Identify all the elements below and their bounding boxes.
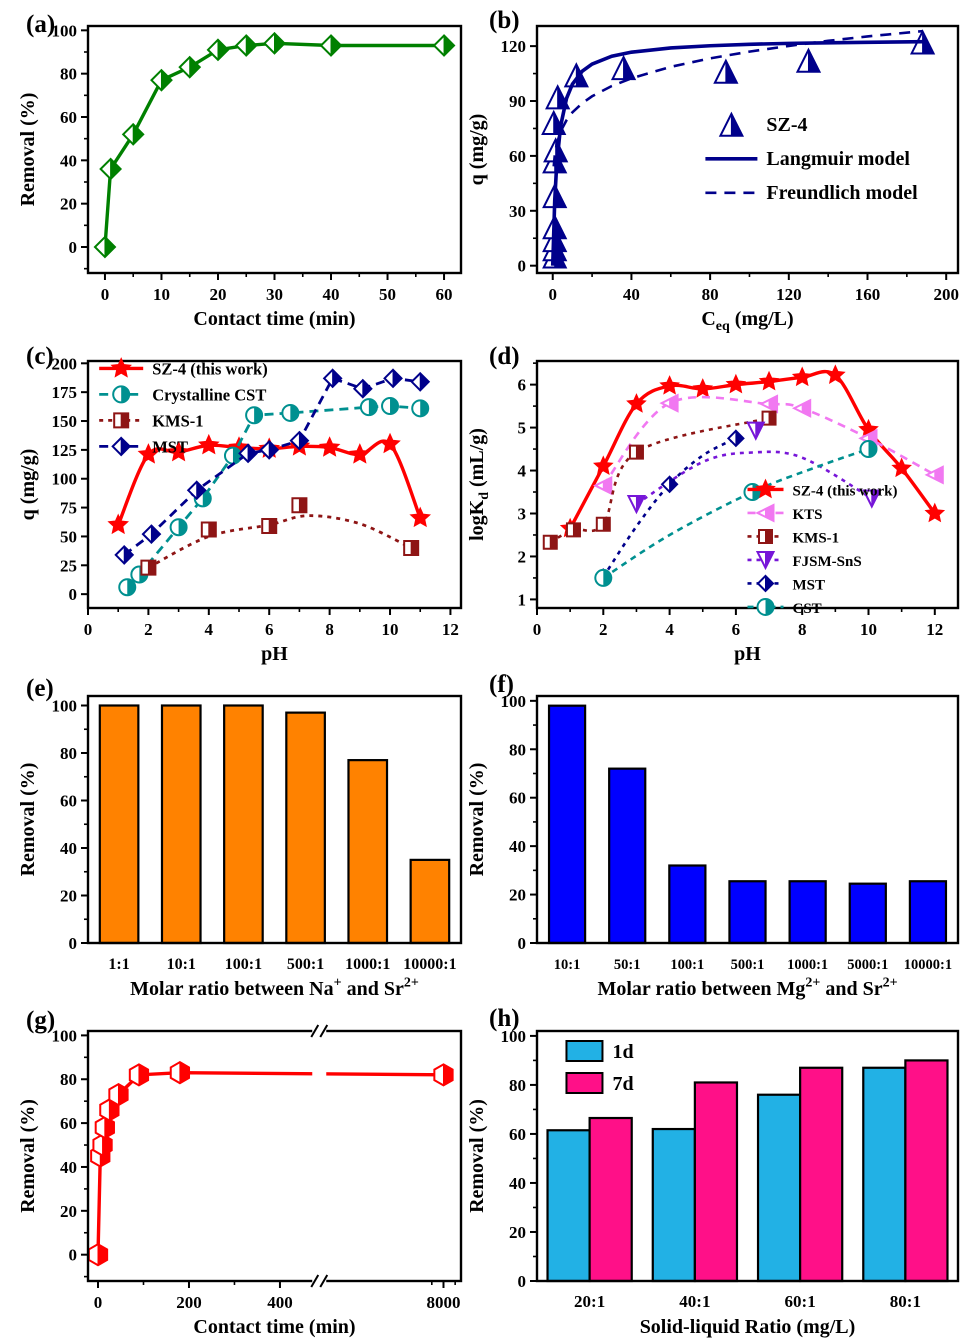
svg-text:2: 2 — [144, 620, 153, 639]
svg-text:120: 120 — [776, 285, 802, 304]
svg-text:12: 12 — [926, 620, 944, 639]
svg-text:80: 80 — [509, 1075, 526, 1095]
svg-text:8000: 8000 — [426, 1293, 461, 1312]
svg-text:1000:1: 1000:1 — [787, 957, 829, 973]
svg-text:80: 80 — [509, 740, 526, 760]
panel-d — [447, 335, 974, 670]
svg-text:40: 40 — [60, 151, 77, 171]
svg-text:Molar ratio between Mg2+ and S: Molar ratio between $Mg^{2+}$ and $Sr^{2+}$ — [597, 975, 898, 1000]
svg-text:q (mg/g): q (mg/g) — [17, 448, 39, 521]
svg-text:0: 0 — [68, 238, 77, 257]
svg-text:10: 10 — [381, 620, 399, 639]
svg-text:FJSM-SnS: FJSM-SnS — [792, 553, 862, 570]
svg-text:pH: pH — [261, 643, 288, 665]
svg-text:30: 30 — [266, 285, 283, 304]
svg-text:SZ-4 (this work): SZ-4 (this work) — [792, 483, 898, 500]
svg-text:6: 6 — [264, 620, 274, 639]
panel-h-label: (h) — [489, 1005, 520, 1032]
svg-text:20: 20 — [60, 1201, 77, 1221]
svg-text:2: 2 — [599, 620, 608, 639]
svg-text:Removal (%): Removal (%) — [17, 92, 39, 207]
svg-text:500:1: 500:1 — [730, 957, 765, 973]
panel-c — [0, 335, 487, 670]
svg-text:40: 40 — [322, 285, 340, 304]
svg-text:0: 0 — [548, 285, 557, 304]
svg-text:80: 80 — [701, 285, 719, 304]
svg-text:60: 60 — [435, 285, 453, 304]
svg-text:40:1: 40:1 — [679, 1292, 711, 1311]
svg-text:q (mg/g): q (mg/g) — [466, 113, 488, 186]
svg-text:Freundlich model: Freundlich model — [766, 181, 918, 204]
svg-text:80: 80 — [60, 744, 77, 763]
svg-text:Solid-liquid Ratio (mg/L): Solid-liquid Ratio (mg/L) — [639, 1316, 856, 1338]
panel-f-chart — [447, 670, 974, 1005]
panel-a-label: (a) — [26, 11, 56, 38]
panel-g — [0, 1005, 487, 1343]
svg-text:7d: 7d — [612, 1073, 634, 1095]
svg-text:SZ-4 (this work): SZ-4 (this work) — [152, 359, 268, 379]
svg-text:MST: MST — [792, 577, 826, 594]
svg-text:25: 25 — [60, 556, 77, 576]
svg-text:50: 50 — [60, 527, 77, 547]
svg-text:75: 75 — [60, 498, 77, 518]
svg-text:90: 90 — [509, 92, 526, 112]
panel-e-chart — [0, 670, 487, 1005]
svg-text:60: 60 — [60, 791, 77, 811]
svg-text:40: 40 — [509, 1173, 526, 1193]
panel-a — [0, 0, 487, 335]
svg-text:8: 8 — [325, 620, 334, 639]
svg-text:150: 150 — [51, 412, 77, 432]
svg-text:60: 60 — [60, 1114, 77, 1134]
svg-text:10:1: 10:1 — [553, 957, 581, 973]
svg-text:1d: 1d — [612, 1041, 634, 1063]
svg-text:200: 200 — [51, 354, 77, 374]
svg-text:120: 120 — [500, 37, 526, 57]
panel-e-label: (e) — [26, 675, 54, 702]
svg-text:20: 20 — [509, 885, 526, 905]
svg-text:40: 40 — [509, 837, 526, 857]
svg-text:175: 175 — [51, 383, 77, 403]
svg-text:KTS: KTS — [792, 506, 823, 523]
svg-text:5000:1: 5000:1 — [847, 957, 889, 973]
panel-f-label: (f) — [489, 671, 514, 698]
svg-text:100: 100 — [51, 696, 77, 716]
svg-text:KMS-1: KMS-1 — [152, 411, 204, 431]
svg-text:100:1: 100:1 — [224, 956, 263, 973]
svg-text:500:1: 500:1 — [286, 956, 325, 973]
panel-b-label: (b) — [489, 7, 520, 34]
svg-text:5: 5 — [517, 418, 526, 438]
svg-text:10:1: 10:1 — [166, 956, 196, 973]
panel-a-chart — [0, 0, 487, 335]
svg-text:Removal (%): Removal (%) — [17, 762, 39, 877]
svg-text:160: 160 — [854, 285, 881, 304]
svg-text:0: 0 — [532, 620, 542, 639]
svg-text:0: 0 — [517, 256, 526, 276]
panel-c-chart — [0, 335, 487, 670]
svg-text:0: 0 — [68, 585, 77, 605]
svg-text:0: 0 — [100, 285, 110, 304]
svg-text:20: 20 — [60, 194, 77, 214]
svg-text:200: 200 — [933, 285, 959, 304]
svg-text:60: 60 — [60, 108, 77, 127]
svg-text:40: 40 — [60, 839, 77, 858]
svg-text:80:1: 80:1 — [889, 1292, 921, 1311]
panel-d-label: (d) — [489, 343, 520, 370]
svg-text:125: 125 — [51, 440, 77, 460]
svg-text:2: 2 — [517, 547, 526, 567]
svg-text:0: 0 — [93, 1293, 103, 1312]
svg-text:Removal (%): Removal (%) — [17, 1099, 39, 1213]
svg-text:20:1: 20:1 — [574, 1292, 606, 1311]
svg-text:pH: pH — [734, 643, 761, 665]
svg-text:20: 20 — [509, 1222, 526, 1242]
svg-text:1:1: 1:1 — [108, 956, 130, 973]
svg-text:4: 4 — [517, 461, 526, 481]
panel-d-chart — [447, 335, 974, 670]
panel-c-label: (c) — [26, 343, 54, 370]
svg-text:200: 200 — [176, 1293, 202, 1312]
svg-text:60: 60 — [509, 1124, 526, 1144]
panel-b-chart — [447, 0, 974, 335]
svg-text:CST: CST — [792, 600, 822, 617]
svg-text:KMS-1: KMS-1 — [792, 530, 840, 547]
svg-text:50:1: 50:1 — [613, 957, 641, 973]
svg-text:30: 30 — [509, 201, 526, 221]
svg-text:6: 6 — [731, 620, 741, 639]
svg-text:Langmuir model: Langmuir model — [766, 147, 910, 170]
svg-text:0: 0 — [83, 620, 93, 639]
svg-text:Removal (%): Removal (%) — [466, 1099, 488, 1213]
svg-text:10: 10 — [859, 620, 877, 639]
svg-text:40: 40 — [60, 1157, 77, 1177]
svg-text:Contact time (min): Contact time (min) — [193, 1316, 356, 1338]
svg-text:8: 8 — [797, 620, 807, 639]
svg-text:6: 6 — [517, 375, 526, 395]
svg-text:20: 20 — [209, 285, 227, 304]
svg-text:4: 4 — [204, 620, 214, 639]
panel-g-chart — [0, 1005, 487, 1343]
svg-text:Removal (%): Removal (%) — [466, 762, 488, 877]
svg-text:1000:1: 1000:1 — [345, 956, 391, 973]
panel-h — [447, 1005, 974, 1343]
panel-b — [447, 0, 974, 335]
panel-f — [447, 670, 974, 1005]
svg-text:60:1: 60:1 — [784, 1292, 816, 1311]
svg-text:10: 10 — [152, 285, 170, 304]
svg-text:Contact time (min): Contact time (min) — [193, 308, 356, 330]
svg-text:MST: MST — [152, 437, 188, 457]
svg-text:logKd (mL/g): logK$_d$ (mL/g) — [466, 428, 492, 541]
svg-text:0: 0 — [68, 934, 77, 953]
svg-text:0: 0 — [68, 1245, 77, 1265]
svg-text:60: 60 — [509, 146, 526, 166]
svg-text:100: 100 — [51, 21, 77, 41]
svg-text:10000:1: 10000:1 — [403, 956, 457, 973]
svg-text:Molar ratio between Na+ and Sr: Molar ratio between Na+ and $Sr^{2+}$ — [130, 975, 419, 1000]
svg-text:0: 0 — [517, 934, 526, 953]
svg-text:12: 12 — [441, 620, 459, 639]
svg-text:100: 100 — [51, 1026, 77, 1046]
panel-h-chart — [447, 1005, 974, 1343]
svg-text:10000:1: 10000:1 — [903, 957, 953, 973]
svg-text:Ceq (mg/L): $C_{eq}$ (mg/L) — [701, 308, 794, 334]
panel-e — [0, 670, 487, 1005]
svg-text:0: 0 — [517, 1272, 526, 1291]
svg-text:4: 4 — [665, 620, 674, 639]
svg-text:40: 40 — [622, 285, 640, 304]
svg-text:100: 100 — [51, 469, 77, 489]
svg-text:100:1: 100:1 — [670, 957, 705, 973]
svg-text:80: 80 — [60, 64, 77, 84]
svg-text:Crystalline CST: Crystalline CST — [152, 385, 267, 405]
svg-text:100: 100 — [500, 691, 526, 711]
svg-text:80: 80 — [60, 1070, 77, 1090]
svg-text:100: 100 — [500, 1026, 526, 1046]
svg-text:60: 60 — [509, 788, 526, 808]
svg-text:50: 50 — [379, 285, 397, 304]
svg-text:1: 1 — [517, 590, 526, 610]
svg-text:400: 400 — [267, 1293, 293, 1312]
panel-g-label: (g) — [26, 1007, 56, 1034]
svg-text:3: 3 — [517, 504, 526, 524]
svg-text:20: 20 — [60, 886, 77, 906]
svg-text:SZ-4: SZ-4 — [766, 113, 808, 136]
